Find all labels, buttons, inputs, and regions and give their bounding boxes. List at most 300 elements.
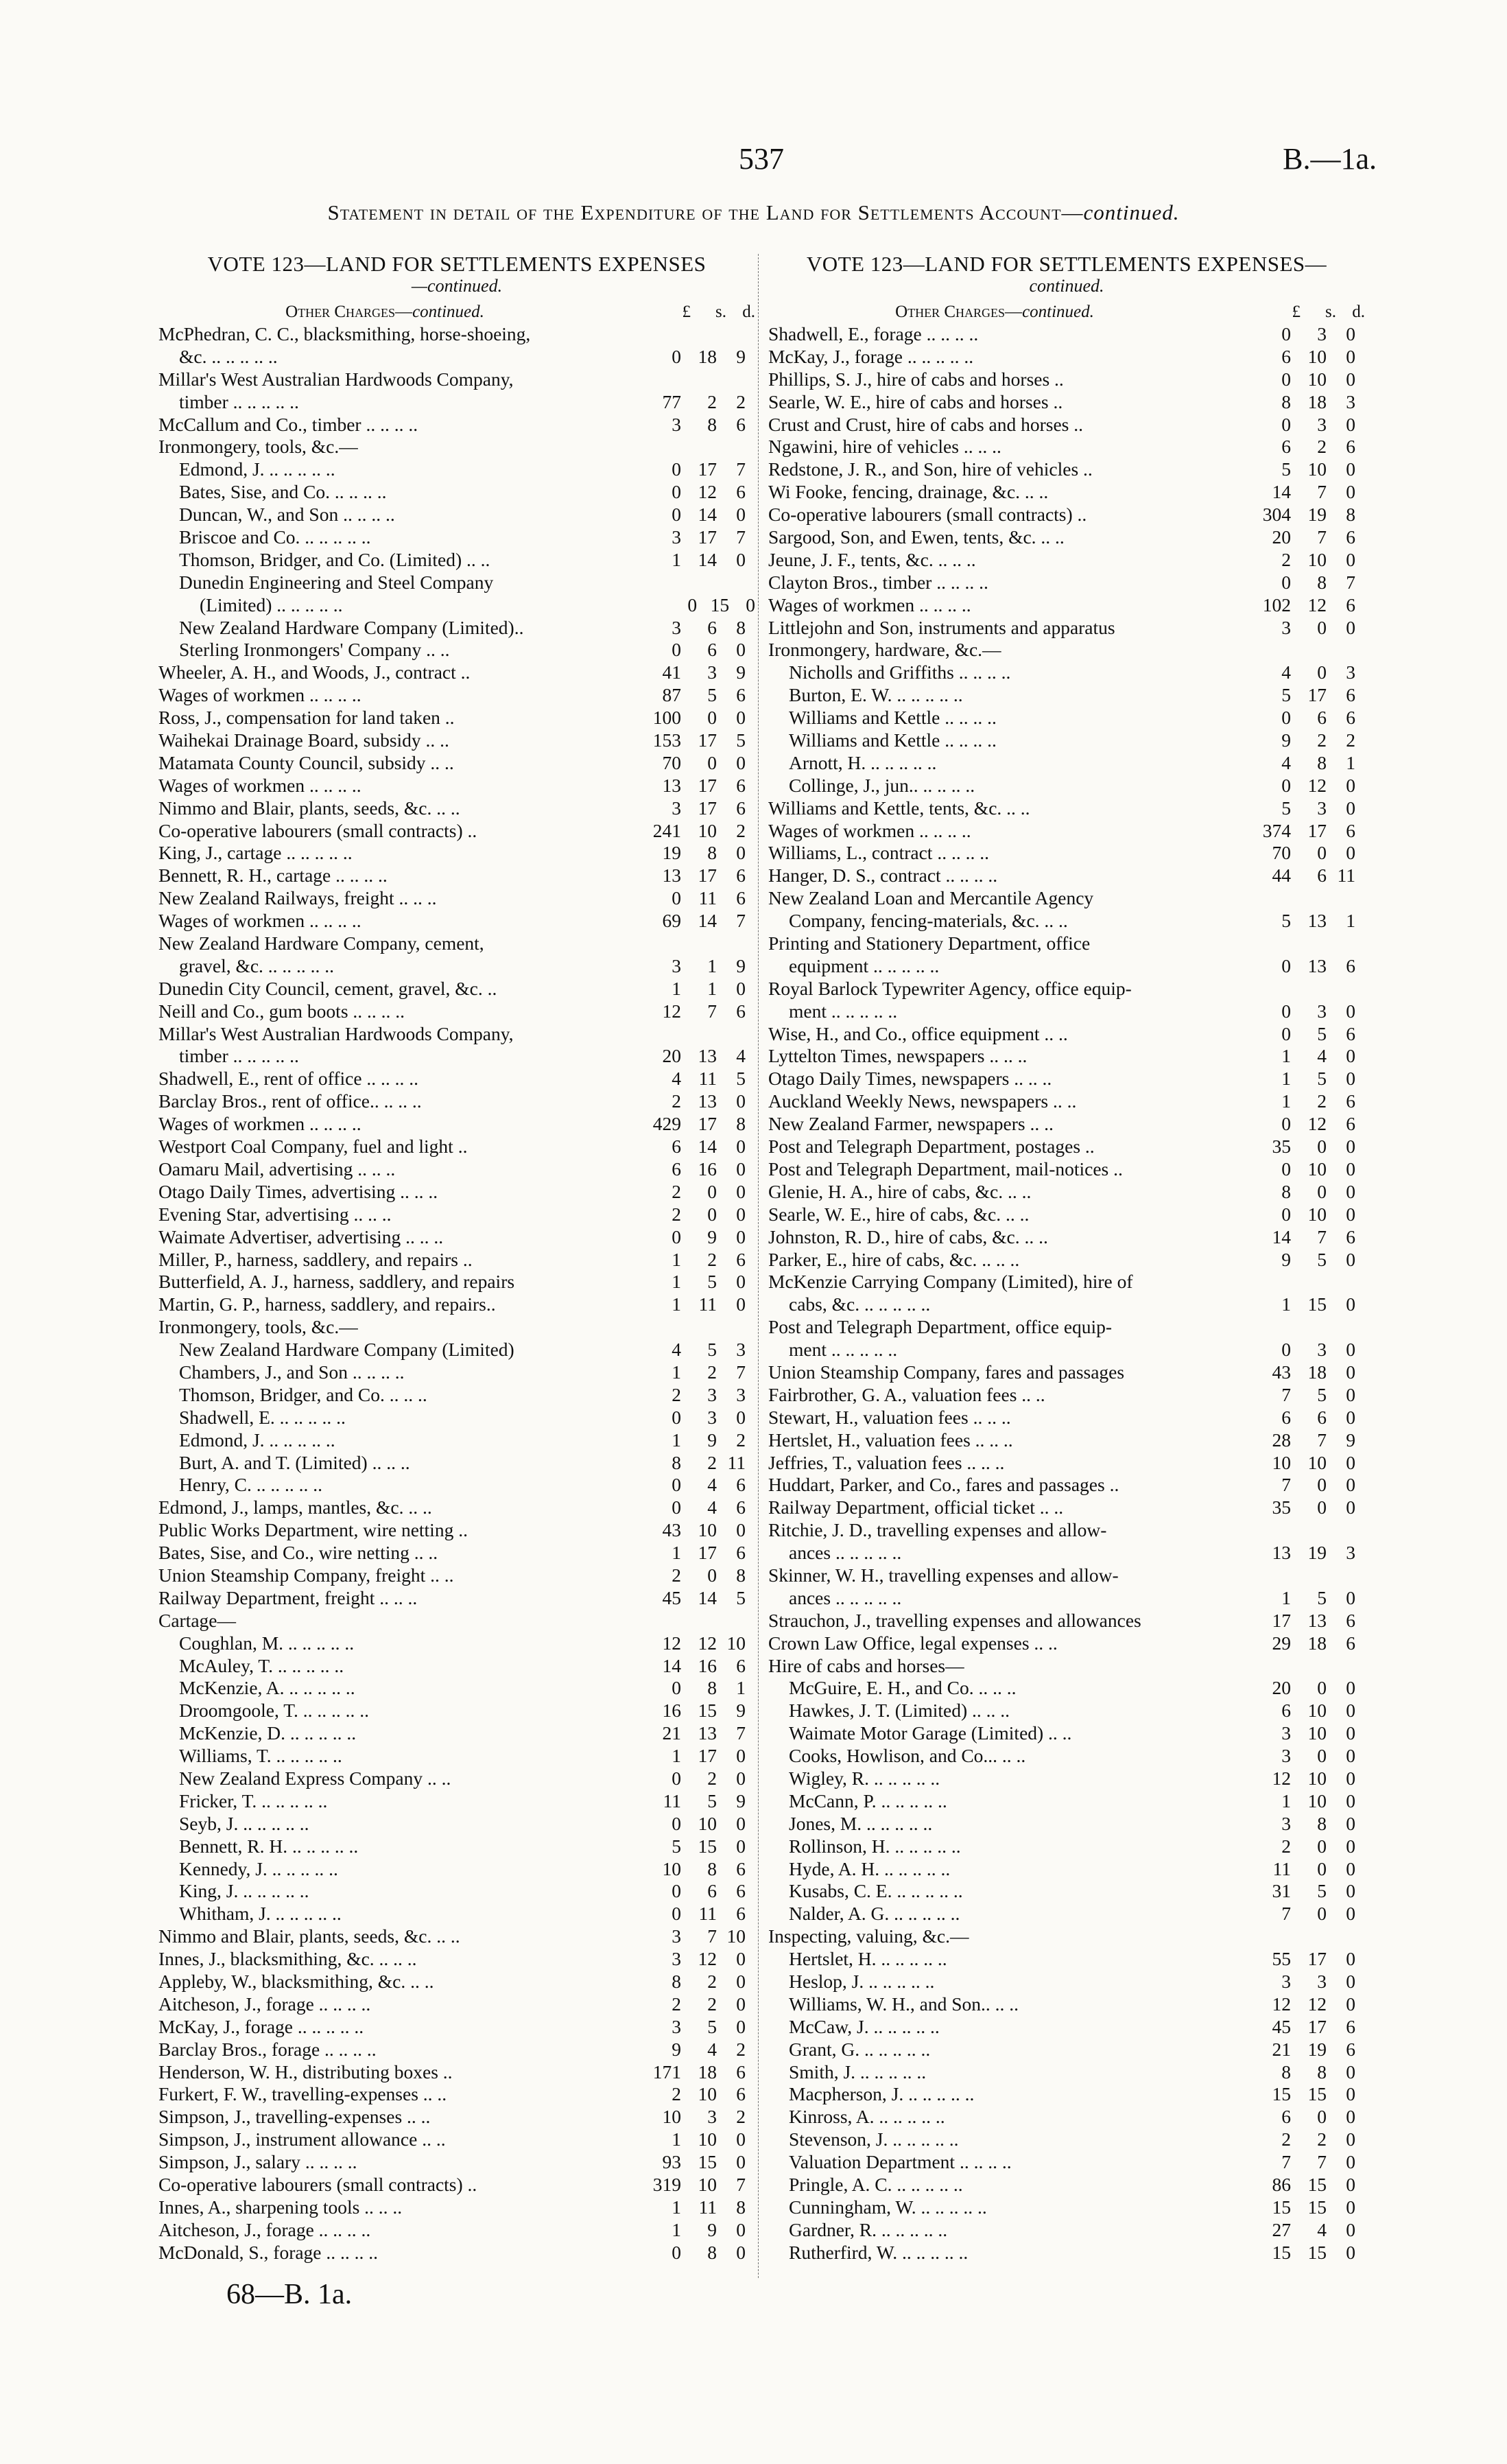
entry-description: Matamata County Council, subsidy .. .. [158,751,454,773]
entry-shillings: 18 [698,345,717,367]
entry-row [768,1971,1365,1993]
entry-row [768,617,1365,640]
entry-row [158,1925,755,1948]
entry-shillings: 17 [698,865,717,887]
entry-row [158,1813,755,1835]
entry-description: King, J., cartage .. .. .. .. .. [158,842,353,864]
entry-description: Hanger, D. S., contract .. .. .. .. [768,865,998,887]
entry-pence: 9 [736,661,746,683]
entry-pounds: 3 [672,526,681,548]
entry-row [768,1090,1365,1113]
entry-description: Co-operative labourers (small contracts) .. [158,819,477,841]
entry-description: Stevenson, J. .. .. .. .. .. [789,2128,959,2150]
entry-shillings: 4 [1317,2218,1327,2240]
entry-description: Briscoe and Co. .. .. .. .. .. [179,526,371,548]
entry-row [158,1700,755,1722]
entry-pounds: 304 [1262,504,1291,526]
entry-description: McPhedran, C. C., blacksmithing, horse-shoeing, [158,322,531,344]
entry-description: Arnott, H. .. .. .. .. .. [789,751,937,773]
entry-pence: 3 [736,1339,746,1361]
entry-pounds: 2 [672,1203,681,1225]
entry-pence: 6 [736,481,746,503]
entry-description: &c. .. .. .. .. .. [179,345,278,367]
entry-description: Wages of workmen .. .. .. .. [158,774,361,796]
entry-description: Nimmo and Blair, plants, seeds, &c. .. .. [158,797,460,819]
entry-pounds: 5 [1281,458,1291,480]
entry-pence: 0 [736,504,746,526]
pounds-header: £ [1292,303,1301,321]
entry-description: ances .. .. .. .. .. [789,1586,902,1608]
entry-pounds: 0 [1281,1000,1291,1022]
entry-row [158,639,755,661]
entry-description: Wi Fooke, fencing, drainage, &c. .. .. [768,481,1049,503]
entry-description: Gardner, R. .. .. .. .. .. [789,2218,948,2240]
entry-pounds: 13 [662,774,681,796]
entry-pounds: 6 [1281,2106,1291,2128]
entry-pounds: 5 [1281,910,1291,932]
entry-pence: 0 [1346,1677,1355,1699]
entry-pounds: 0 [672,1406,681,1428]
left-entries [158,323,755,2264]
entry-description: Wise, H., and Co., office equipment .. .. [768,1022,1068,1044]
entry-shillings: 5 [1317,1586,1327,1608]
entry-pence: 11 [727,1451,746,1473]
entry-row [768,2219,1365,2242]
entry-description: Post and Telegraph Department, mail-notices .. [768,1158,1123,1180]
entry-pence: 6 [1346,1632,1355,1654]
entry-row [768,1587,1365,1610]
entry-pence: 6 [1346,1090,1355,1112]
entry-pounds: 15 [1272,2196,1291,2218]
entry-description: Searle, W. E., hire of cabs and horses .. [768,390,1063,412]
entry-shillings: 5 [707,2015,717,2037]
entry-description: Skinner, W. H., travelling expenses and allow- [768,1564,1119,1586]
entry-shillings: 4 [707,1497,717,1518]
entry-row [768,1361,1365,1384]
entry-description: Jeune, J. F., tents, &c. .. .. .. [768,548,976,570]
entry-pence: 0 [1346,458,1355,480]
entry-shillings: 3 [1317,797,1327,819]
entry-row [158,729,755,752]
entry-row [768,1858,1365,1881]
entry-pounds: 0 [1281,774,1291,796]
entry-shillings: 14 [698,548,717,570]
entry-pounds: 0 [687,594,698,615]
entry-pounds: 6 [1281,345,1291,367]
entry-pence: 2 [736,2106,746,2128]
entry-row [768,1271,1365,1293]
entry-pence: 6 [736,797,746,819]
entry-pence: 8 [736,2196,746,2218]
entry-pounds: 4 [672,1339,681,1361]
entry-description: Waimate Advertiser, advertising .. .. .. [158,1225,444,1247]
entry-description: Chambers, J., and Son .. .. .. .. [179,1361,405,1383]
entry-shillings: 2 [707,1993,717,2015]
entry-shillings: 3 [707,661,717,683]
right-vote-subtitle: continued. [1029,276,1104,296]
entry-pounds: 3 [1281,616,1291,638]
entry-row [768,639,1365,661]
entry-pounds: 6 [672,1158,681,1180]
entry-description: Oamaru Mail, advertising .. .. .. [158,1158,396,1180]
entry-pounds: 1 [672,1271,681,1293]
entry-pence: 0 [736,1271,746,1293]
entry-pounds: 1 [672,977,681,999]
entry-description: Pringle, A. C. .. .. .. .. .. [789,2174,963,2196]
entry-shillings: 6 [707,1880,717,1902]
entry-shillings: 3 [707,1383,717,1405]
entry-description: Johnston, R. D., hire of cabs, &c. .. .. [768,1225,1048,1247]
entry-row [158,1090,755,1113]
entry-pence: 2 [1346,729,1355,751]
entry-row [158,1858,755,1881]
entry-pence: 0 [736,2218,746,2240]
entry-pence: 0 [1346,1903,1355,1925]
entry-description: McCaw, J. .. .. .. .. .. [789,2015,940,2037]
entry-pence: 5 [736,1586,746,1608]
entry-pence: 0 [1346,1158,1355,1180]
entry-pence: 6 [1346,1609,1355,1631]
entry-description: McKenzie, A. .. .. .. .. .. [179,1677,355,1699]
entry-shillings: 0 [1317,1857,1327,1879]
entry-pence: 8 [736,616,746,638]
entry-description: New Zealand Hardware Company, cement, [158,932,484,954]
entry-pounds: 9 [1281,729,1291,751]
entry-row [768,414,1365,436]
entry-description: Barclay Bros., rent of office.. .. .. .. [158,1090,422,1112]
entry-pence: 6 [1346,594,1355,615]
entry-pence: 6 [1346,1225,1355,1247]
entry-description: Searle, W. E., hire of cabs, &c. .. .. [768,1203,1030,1225]
entry-row [158,820,755,843]
entry-row [158,1339,755,1361]
entry-pence: 2 [736,2038,746,2060]
entry-pounds: 1 [1281,1586,1291,1608]
entry-row [158,2083,755,2106]
entry-pence: 0 [1346,1812,1355,1834]
entry-pence: 6 [736,1880,746,1902]
pence-header: d. [742,303,755,321]
entry-shillings: 5 [1317,1022,1327,1044]
entry-row [158,436,755,458]
entry-shillings: 6 [707,616,717,638]
entry-pounds: 0 [1281,413,1291,435]
entry-pence: 0 [736,1136,746,1158]
entry-shillings: 0 [1317,1677,1327,1699]
entry-row [768,2196,1365,2219]
entry-row [158,1000,755,1023]
entry-description: Hertslet, H. .. .. .. .. .. [789,1948,947,1970]
entry-pence: 7 [736,1722,746,1744]
entry-pounds: 3 [1281,1722,1291,1744]
entry-pounds: 0 [1281,1158,1291,1180]
entry-shillings: 5 [707,1339,717,1361]
entry-row [768,1204,1365,1226]
entry-shillings: 15 [1307,2241,1327,2263]
entry-shillings: 8 [707,2241,717,2263]
entry-shillings: 0 [707,707,717,729]
entry-pence: 0 [736,842,746,864]
entry-shillings: 3 [1317,322,1327,344]
entry-shillings: 18 [1307,390,1327,412]
entry-pence: 0 [746,594,755,615]
entry-shillings: 0 [1317,2106,1327,2128]
entry-pounds: 0 [672,1225,681,1247]
entry-pounds: 19 [662,842,681,864]
entry-description: Droomgoole, T. .. .. .. .. .. [179,1700,370,1722]
entry-pounds: 0 [1281,707,1291,729]
entry-row [158,1722,755,1745]
entry-pounds: 3 [1281,1812,1291,1834]
entry-pounds: 11 [663,1790,681,1811]
entry-shillings: 10 [1307,368,1327,390]
entry-shillings: 15 [1307,1293,1327,1315]
entry-pounds: 4 [1281,661,1291,683]
entry-description: Redstone, J. R., and Son, hire of vehicles .. [768,458,1093,480]
entry-pence: 0 [736,1090,746,1112]
entry-pence: 0 [1346,1745,1355,1767]
entry-description: Parker, E., hire of cabs, &c. .. .. .. [768,1248,1020,1270]
entry-pounds: 7 [1281,2151,1291,2173]
entry-pence: 0 [1346,2218,1355,2240]
entry-row [158,752,755,775]
entry-description: New Zealand Hardware Company (Limited).. [179,616,524,638]
entry-pence: 5 [736,729,746,751]
entry-shillings: 8 [707,1677,717,1699]
entry-pounds: 1 [672,1293,681,1315]
entry-pence: 6 [736,413,746,435]
entry-pounds: 12 [1272,1993,1291,2015]
entry-shillings: 6 [707,639,717,661]
entry-shillings: 7 [1317,2151,1327,2173]
entry-shillings: 13 [698,1090,717,1112]
entry-description: Grant, G. .. .. .. .. .. [789,2038,931,2060]
entry-pounds: 13 [1272,1542,1291,1564]
entry-row [768,1497,1365,1519]
entry-description: Littlejohn and Son, instruments and apparatus [768,616,1115,638]
entry-description: Cartage— [158,1609,237,1631]
entry-pounds: 10 [1272,1451,1291,1473]
entry-description: Ross, J., compensation for land taken .. [158,707,455,729]
entry-row [158,572,755,594]
entry-row [158,1361,755,1384]
entry-description: McDonald, S., forage .. .. .. .. [158,2241,379,2263]
entry-row [158,1745,755,1768]
entry-pounds: 0 [1281,322,1291,344]
entry-row [158,458,755,481]
entry-row [158,1903,755,1925]
entry-row [768,1722,1365,1745]
entry-shillings: 12 [1307,1993,1327,2015]
entry-description: Post and Telegraph Department, postages .. [768,1136,1095,1158]
entry-description: Railway Department, official ticket .. .. [768,1497,1064,1518]
entry-row [768,323,1365,346]
entry-pence: 0 [736,1180,746,1202]
entry-shillings: 10 [1307,1451,1327,1473]
entry-row [768,481,1365,504]
entry-pounds: 8 [1281,1180,1291,1202]
entry-row [768,820,1365,843]
entry-shillings: 8 [1317,2061,1327,2082]
entry-shillings: 8 [1317,751,1327,773]
entry-row [768,932,1365,955]
entry-row [768,436,1365,458]
entry-description: gravel, &c. .. .. .. .. .. [179,954,335,976]
entry-row [158,2242,755,2264]
entry-pounds: 77 [662,390,681,412]
entry-row [768,458,1365,481]
entry-shillings: 17 [1307,684,1327,706]
entry-shillings: 3 [707,2106,717,2128]
entry-description: Cooks, Howlison, and Co... .. .. [789,1745,1026,1767]
entry-pounds: 45 [662,1586,681,1608]
entry-shillings: 18 [1307,1632,1327,1654]
entry-pence: 7 [736,526,746,548]
entry-pence: 0 [1346,548,1355,570]
entry-row [768,1880,1365,1903]
entry-pence: 6 [1346,1022,1355,1044]
entry-row [768,1113,1365,1136]
entry-description: Butterfield, A. J., harness, saddlery, and repairs [158,1271,515,1293]
entry-description: Wages of workmen .. .. .. .. [768,819,971,841]
entry-shillings: 0 [1317,1497,1327,1518]
entry-pence: 0 [736,1406,746,1428]
entry-description: timber .. .. .. .. .. [179,1045,299,1067]
entry-description: McKay, J., forage .. .. .. .. .. [158,2015,364,2037]
entry-pounds: 17 [1272,1609,1291,1631]
entry-shillings: 17 [1307,2015,1327,2037]
entry-pence: 9 [736,1790,746,1811]
entry-row [768,2039,1365,2061]
entry-pounds: 31 [1272,1880,1291,1902]
entry-shillings: 0 [1317,1180,1327,1202]
entry-pence: 0 [1346,2151,1355,2173]
entry-row [158,955,755,978]
entry-pounds: 20 [1272,526,1291,548]
entry-pence: 7 [736,910,746,932]
entry-pence: 0 [1346,481,1355,503]
entry-pence: 0 [1346,1383,1355,1405]
entry-pounds: 0 [1281,1022,1291,1044]
entry-shillings: 10 [698,2083,717,2105]
entry-pounds: 7 [1281,1903,1291,1925]
entry-shillings: 17 [698,1542,717,1564]
entry-shillings: 3 [707,1406,717,1428]
entry-shillings: 6 [1317,707,1327,729]
entry-pence: 2 [736,390,746,412]
entry-pence: 2 [736,819,746,841]
entry-pounds: 3 [672,954,681,976]
entry-shillings: 0 [1317,1474,1327,1496]
footer-reference: 68—B. 1a. [226,2279,353,2310]
entry-shillings: 2 [707,1361,717,1383]
entry-row [768,1655,1365,1678]
left-section-label: Other Charges—continued. [285,303,484,321]
entry-shillings: 0 [1317,1835,1327,1857]
entry-pounds: 1 [672,1429,681,1451]
entry-shillings: 13 [698,1722,717,1744]
entry-description: Neill and Co., gum boots .. .. .. .. [158,1000,405,1022]
entry-pounds: 1 [672,2218,681,2240]
entry-shillings: 5 [1317,1383,1327,1405]
entry-description: Co-operative labourers (small contracts) .. [768,504,1087,526]
entry-row [768,1293,1365,1316]
entry-pounds: 0 [672,504,681,526]
entry-description: Aitcheson, J., forage .. .. .. .. [158,1993,371,2015]
entry-pence: 0 [1346,1136,1355,1158]
entry-row [158,1452,755,1475]
entry-shillings: 2 [707,1451,717,1473]
entry-row [768,526,1365,549]
entry-description: Millar's West Australian Hardwoods Company, [158,1022,514,1044]
entry-pence: 6 [736,887,746,909]
entry-pence: 10 [726,1632,746,1654]
entry-shillings: 12 [698,481,717,503]
entry-pence: 8 [736,1564,746,1586]
entry-description: Shadwell, E., forage .. .. .. .. [768,322,979,344]
entry-row [158,1046,755,1068]
entry-description: Millar's West Australian Hardwoods Company, [158,368,514,390]
entry-pounds: 3 [672,2015,681,2037]
entry-shillings: 2 [707,390,717,412]
entry-row [158,1474,755,1497]
entry-row [158,1429,755,1452]
right-vote-title: VOTE 123—LAND FOR SETTLEMENTS EXPENSES— [806,252,1327,276]
entry-row [158,1226,755,1249]
entry-shillings: 2 [1317,436,1327,458]
entry-pounds: 6 [1281,436,1291,458]
entry-pounds: 1 [1281,1068,1291,1090]
entry-shillings: 5 [707,1790,717,1811]
entry-pounds: 5 [1281,797,1291,819]
entry-description: Ritchie, J. D., travelling expenses and allow- [768,1519,1107,1541]
entry-pence: 0 [1346,797,1355,819]
entry-pence: 9 [736,1700,746,1722]
entry-description: Sterling Ironmongers' Company .. .. [179,639,450,661]
entry-pence: 1 [1346,910,1355,932]
entry-row [158,1519,755,1542]
entry-description: Appleby, W., blacksmithing, &c. .. .. [158,1971,434,1992]
entry-pounds: 102 [1262,594,1291,615]
entry-row [158,1316,755,1339]
entry-pounds: 70 [662,751,681,773]
entry-shillings: 17 [698,458,717,480]
entry-pounds: 45 [1272,2015,1291,2037]
entry-row [158,1948,755,1971]
entry-pounds: 2 [672,1090,681,1112]
entry-shillings: 1 [707,954,717,976]
entry-row [768,391,1365,414]
entry-pence: 6 [736,684,746,706]
entry-description: Otago Daily Times, advertising .. .. .. [158,1180,438,1202]
entry-description: Bennett, R. H., cartage .. .. .. .. [158,865,388,887]
entry-shillings: 0 [1317,661,1327,683]
entry-row [768,1542,1365,1564]
entry-pounds: 3 [672,1925,681,1947]
entry-pounds: 1 [1281,1790,1291,1811]
entry-pence: 0 [736,1519,746,1541]
entry-row [158,594,755,617]
entry-description: Huddart, Parker, and Co., fares and passages .. [768,1474,1119,1496]
entry-shillings: 9 [707,1429,717,1451]
entry-pounds: 0 [1281,571,1291,593]
entry-pence: 0 [736,1948,746,1970]
entry-description: Wages of workmen .. .. .. .. [768,594,971,615]
entry-pence: 0 [1346,1068,1355,1090]
entry-row [768,1249,1365,1271]
entry-row [768,1384,1365,1407]
entry-row [768,707,1365,729]
